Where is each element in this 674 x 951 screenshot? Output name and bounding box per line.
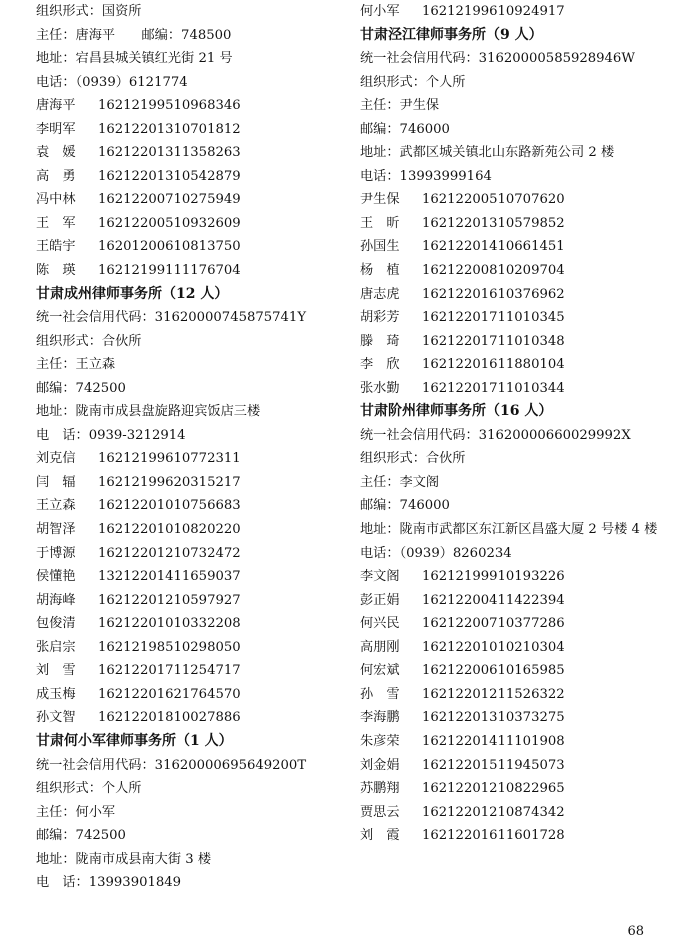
- lawyer-entry: [360, 377, 660, 401]
- lawyer-entry: [360, 188, 660, 212]
- license-number: 16212200710377286: [422, 616, 565, 632]
- license-number: 16212200510932609: [98, 215, 241, 231]
- license-number: 16212201410661451: [422, 239, 565, 255]
- lawyer-name: 苏鹏翔: [360, 781, 400, 797]
- lawyer-name: 尹生保: [360, 192, 400, 208]
- license-number: 16212199910193226: [422, 569, 565, 585]
- firm-info-line: 邮编：742500: [36, 828, 126, 844]
- firm-info-line: 电 话：13993901849: [36, 875, 182, 891]
- firm-info-line: 邮编：746000: [360, 121, 450, 137]
- lawyer-entry: [36, 706, 354, 730]
- license-number: 16212201411101908: [422, 733, 565, 749]
- lawyer-name: 胡海峰: [36, 592, 76, 608]
- lawyer-name: 唐海平: [36, 98, 76, 114]
- lawyer-entry: [36, 259, 354, 283]
- lawyer-entry: [36, 141, 354, 165]
- firm-info-line: 地址：陇南市成县盘旋路迎宾饭店三楼: [36, 404, 261, 420]
- lawyer-entry: [360, 683, 660, 707]
- lawyer-entry: [36, 636, 354, 660]
- license-number: 16212201611601728: [422, 828, 565, 844]
- lawyer-name: 于博源: [36, 545, 76, 561]
- lawyer-name: 何小军: [360, 4, 400, 19]
- firm-info-line: 统一社会信用代码：31620000660029992X: [360, 427, 631, 443]
- lawyer-entry: [36, 518, 354, 542]
- firm-info-line: 邮编：742500: [36, 380, 126, 396]
- lawyer-name: 陈 瑛: [36, 263, 76, 279]
- lawyer-entry: [36, 118, 354, 142]
- lawyer-entry: [36, 165, 354, 189]
- firm-info-line: 组织形式：国资所: [36, 4, 142, 19]
- lawyer-name: 何兴民: [360, 616, 400, 632]
- lawyer-entry: [36, 565, 354, 589]
- license-number: 16212201010332208: [98, 616, 241, 632]
- lawyer-name: 滕 琦: [360, 333, 400, 349]
- license-number: 16212201311358263: [98, 145, 241, 161]
- lawyer-name: 唐志虎: [360, 286, 400, 302]
- lawyer-entry: [360, 306, 660, 330]
- firm-info-line: 电话：（0939）6121774: [36, 74, 188, 90]
- lawyer-name: 孙文智: [36, 710, 76, 726]
- lawyer-name: 杨 植: [360, 263, 400, 279]
- firm-info-line: 主任：尹生保: [360, 98, 440, 114]
- lawyer-name: 刘克信: [36, 451, 76, 467]
- lawyer-name: 刘 霞: [360, 828, 400, 844]
- firm-info-line: 地址：宕昌县城关镇红光街 21 号: [36, 51, 233, 67]
- license-number: 16212201310579852: [422, 215, 565, 231]
- license-number: 16212199111176704: [98, 263, 241, 279]
- lawyer-name: 高 勇: [36, 168, 76, 184]
- lawyer-entry: [360, 706, 660, 730]
- lawyer-name: 冯中林: [36, 192, 76, 208]
- lawyer-name: 胡智泽: [36, 522, 76, 538]
- lawyer-name: 贾思云: [360, 804, 400, 820]
- firm-info-line: 组织形式：个人所: [36, 781, 142, 797]
- lawyer-name: 胡彩芳: [360, 310, 400, 326]
- license-number: 16212199610924917: [422, 4, 565, 19]
- firm-info-line: 统一社会信用代码：31620000695649200T: [36, 757, 307, 773]
- license-number: 16212201610376962: [422, 286, 565, 302]
- lawyer-entry: [360, 0, 660, 24]
- license-number: 16212201210732472: [98, 545, 241, 561]
- lawyer-entry: [360, 259, 660, 283]
- right-column: [360, 0, 660, 848]
- firm-info-line: 统一社会信用代码：31620000745875741Y: [36, 310, 307, 326]
- lawyer-name: 刘金娟: [360, 757, 400, 773]
- lawyer-entry: [360, 283, 660, 307]
- lawyer-name: 张启宗: [36, 639, 76, 655]
- lawyer-entry: [360, 824, 660, 848]
- firm-info-line: 电 话：0939-3212914: [36, 427, 186, 443]
- lawyer-name: 成玉梅: [36, 686, 76, 702]
- license-number: 16212201711254717: [98, 663, 241, 679]
- lawyer-entry: [360, 612, 660, 636]
- lawyer-entry: [36, 235, 354, 259]
- license-number: 16212200710275949: [98, 192, 241, 208]
- firm-info-line: 主任：王立森: [36, 357, 116, 373]
- lawyer-entry: [360, 353, 660, 377]
- lawyer-entry: [360, 235, 660, 259]
- license-number: 16212201621764570: [98, 686, 241, 702]
- lawyer-entry: [360, 212, 660, 236]
- lawyer-name: 闫 辐: [36, 474, 76, 490]
- firm-info-line: 统一社会信用代码：31620000585928946W: [360, 51, 635, 67]
- firm-title: 甘肃阶州律师事务所（16 人）: [360, 403, 553, 420]
- lawyer-entry: [36, 542, 354, 566]
- lawyer-name: 何宏斌: [360, 663, 400, 679]
- lawyer-entry: [36, 659, 354, 683]
- lawyer-entry: [360, 636, 660, 660]
- license-number: 16212201711010348: [422, 333, 565, 349]
- firm-info-line: 组织形式：合伙所: [360, 451, 466, 467]
- license-number: 16212201511945073: [422, 757, 565, 773]
- license-number: 16212200610165985: [422, 663, 565, 679]
- license-number: 16212201210874342: [422, 804, 565, 820]
- firm-info-line: 组织形式：个人所: [360, 74, 466, 90]
- lawyer-entry: [360, 730, 660, 754]
- firm-address: 地址：武都区城关镇北山东路新苑公司 2 楼: [360, 145, 615, 161]
- license-number: 16212201611880104: [422, 357, 565, 373]
- left-column: [36, 0, 354, 895]
- firm-address: 地址：陇南市武都区东江新区昌盛大厦 2 号楼 4 楼: [360, 522, 658, 538]
- license-number: 16212201310542879: [98, 168, 241, 184]
- lawyer-name: 孙 雪: [360, 686, 400, 702]
- lawyer-name: 王 昕: [360, 215, 400, 231]
- lawyer-name: 高朋刚: [360, 639, 400, 655]
- license-number: 16212199510968346: [98, 98, 241, 114]
- lawyer-name: 朱彦荣: [360, 733, 400, 749]
- license-number: 16212201010756683: [98, 498, 241, 514]
- license-number: 16212199620315217: [98, 474, 241, 490]
- license-number: 16212199610772311: [98, 451, 241, 467]
- license-number: 16212201810027886: [98, 710, 241, 726]
- lawyer-entry: [36, 212, 354, 236]
- license-number: 16212201010210304: [422, 639, 565, 655]
- lawyer-name: 李文阁: [360, 569, 400, 585]
- license-number: 16212201310373275: [422, 710, 565, 726]
- lawyer-entry: [36, 94, 354, 118]
- firm-info-line: 主任：李文阁: [360, 474, 440, 490]
- lawyer-name: 张水勤: [360, 380, 400, 396]
- lawyer-entry: [36, 589, 354, 613]
- firm-info-line: 电话：（0939）8260234: [360, 545, 512, 561]
- lawyer-entry: [360, 754, 660, 778]
- license-number: 13212201411659037: [98, 569, 241, 585]
- firm-info-line: 主任：何小军: [36, 804, 116, 820]
- lawyer-name: 孙国生: [360, 239, 400, 255]
- page-number: 68: [627, 924, 644, 939]
- license-number: 16212200510707620: [422, 192, 565, 208]
- lawyer-name: 李明军: [36, 121, 76, 137]
- lawyer-name: 刘 雪: [36, 663, 76, 679]
- lawyer-entry: [36, 471, 354, 495]
- lawyer-name: 王立森: [36, 498, 76, 514]
- firm-info-line: 邮编：746000: [360, 498, 450, 514]
- lawyer-entry: [360, 659, 660, 683]
- lawyer-name: 侯懂艳: [36, 569, 76, 585]
- license-number: 16212201310701812: [98, 121, 241, 137]
- lawyer-entry: [360, 565, 660, 589]
- firm-title: 甘肃何小军律师事务所（1 人）: [36, 732, 233, 749]
- lawyer-entry: [36, 188, 354, 212]
- lawyer-entry: [36, 612, 354, 636]
- lawyer-name: 包俊清: [36, 616, 76, 632]
- lawyer-entry: [360, 589, 660, 613]
- firm-title: 甘肃成州律师事务所（12 人）: [36, 285, 229, 302]
- lawyer-entry: [360, 801, 660, 825]
- lawyer-name: 王 军: [36, 215, 76, 231]
- lawyer-name: 彭正娟: [360, 592, 400, 608]
- lawyer-entry: [360, 330, 660, 354]
- firm-info-line: 电话：13993999164: [360, 168, 492, 184]
- license-number: 16212198510298050: [98, 639, 241, 655]
- lawyer-entry: [36, 494, 354, 518]
- lawyer-name: 李海鹏: [360, 710, 400, 726]
- lawyer-name: 袁 媛: [36, 145, 76, 161]
- firm-title: 甘肃泾江律师事务所（9 人）: [360, 26, 543, 43]
- license-number: 16212201711010344: [422, 380, 565, 396]
- license-number: 16212201210597927: [98, 592, 241, 608]
- license-number: 16212200810209704: [422, 263, 565, 279]
- firm-info-line: 地址：陇南市成县南大街 3 楼: [36, 851, 212, 867]
- lawyer-name: 王皓宇: [36, 239, 76, 255]
- lawyer-entry: [36, 447, 354, 471]
- firm-info-line: 主任：唐海平 邮编：748500: [36, 27, 232, 43]
- lawyer-name: 李 欣: [360, 357, 400, 373]
- firm-info-line: 组织形式：合伙所: [36, 333, 142, 349]
- license-number: 16212201711010345: [422, 310, 565, 326]
- lawyer-entry: [36, 683, 354, 707]
- license-number: 16212201211526322: [422, 686, 565, 702]
- license-number: 16201200610813750: [98, 239, 241, 255]
- license-number: 16212201210822965: [422, 781, 565, 797]
- license-number: 16212200411422394: [422, 592, 565, 608]
- lawyer-entry: [360, 777, 660, 801]
- license-number: 16212201010820220: [98, 522, 241, 538]
